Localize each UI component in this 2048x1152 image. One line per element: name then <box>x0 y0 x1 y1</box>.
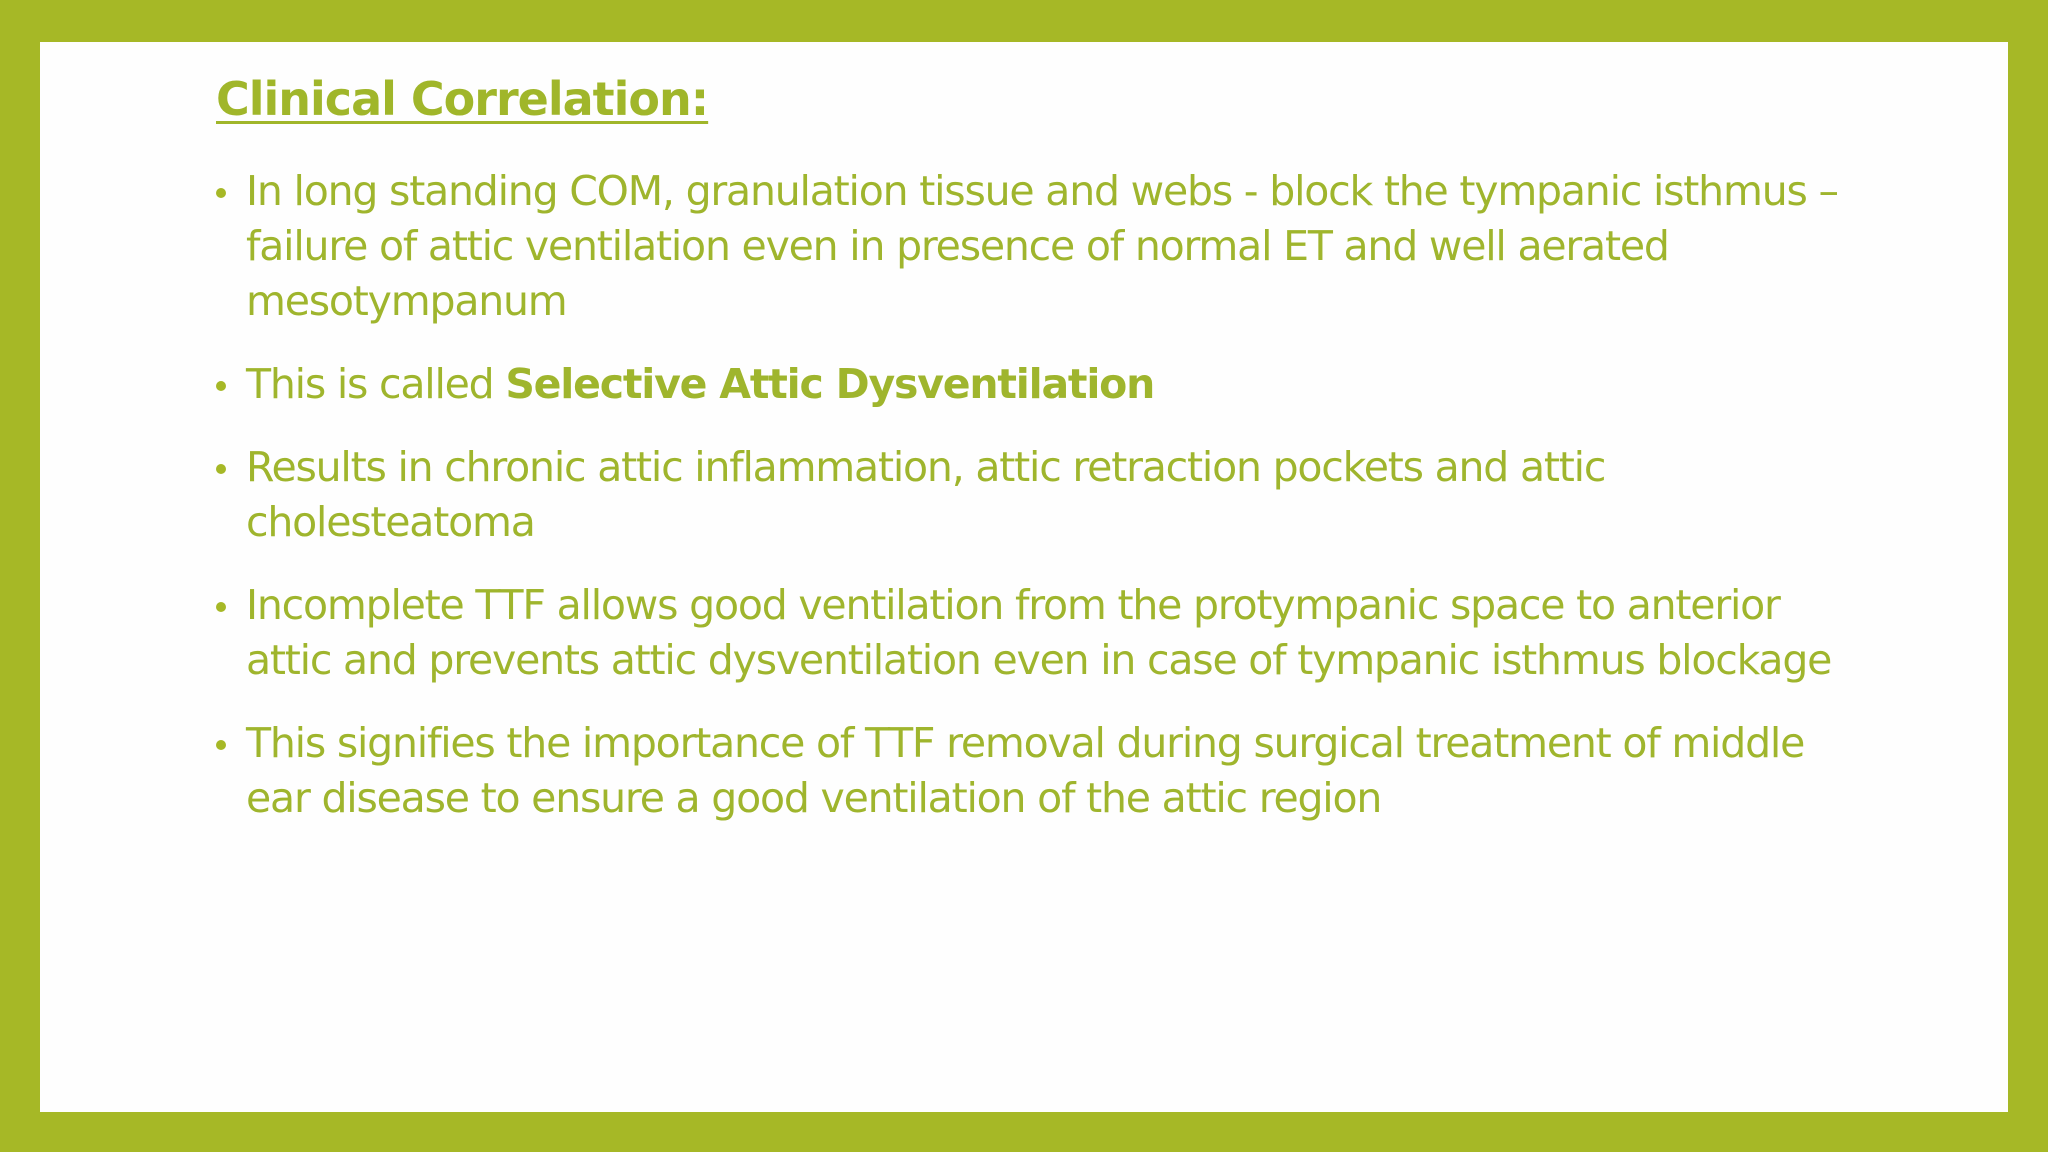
bullet-item <box>216 164 1876 329</box>
slide-content <box>40 42 2008 1112</box>
slide-title: Clinical Correlation: <box>216 72 709 126</box>
bullet-item <box>216 440 1876 550</box>
bullet-dot-icon <box>216 602 226 612</box>
bullet-dot-icon <box>216 464 226 474</box>
bullet-text: In long standing COM, granulation tissue and webs - block the tympanic isthmus – failure of attic ventilation even in presence of normal ET and well aerated mesotympanum <box>246 167 1838 325</box>
bullet-item <box>216 357 1876 412</box>
bullet-item <box>216 578 1876 688</box>
bullet-text: Results in chronic attic inflammation, attic retraction pockets and attic cholesteatoma <box>246 443 1606 546</box>
bullet-dot-icon <box>216 740 226 750</box>
bullet-bold-term: Selective Attic Dysventilation <box>505 360 1155 408</box>
bullet-text: Incomplete TTF allows good ventilation from the protympanic space to anterior attic and prevents attic dysventilation even in case of tympanic isthmus blockage <box>246 581 1832 684</box>
bullet-item <box>216 716 1876 826</box>
bullet-text: This is called <box>246 360 506 408</box>
bullet-dot-icon <box>216 188 226 198</box>
bullet-text: This signifies the importance of TTF removal during surgical treatment of middle ear disease to ensure a good ventilation of the attic region <box>246 719 1805 822</box>
bullet-list <box>216 164 1876 854</box>
bullet-dot-icon <box>216 381 226 391</box>
